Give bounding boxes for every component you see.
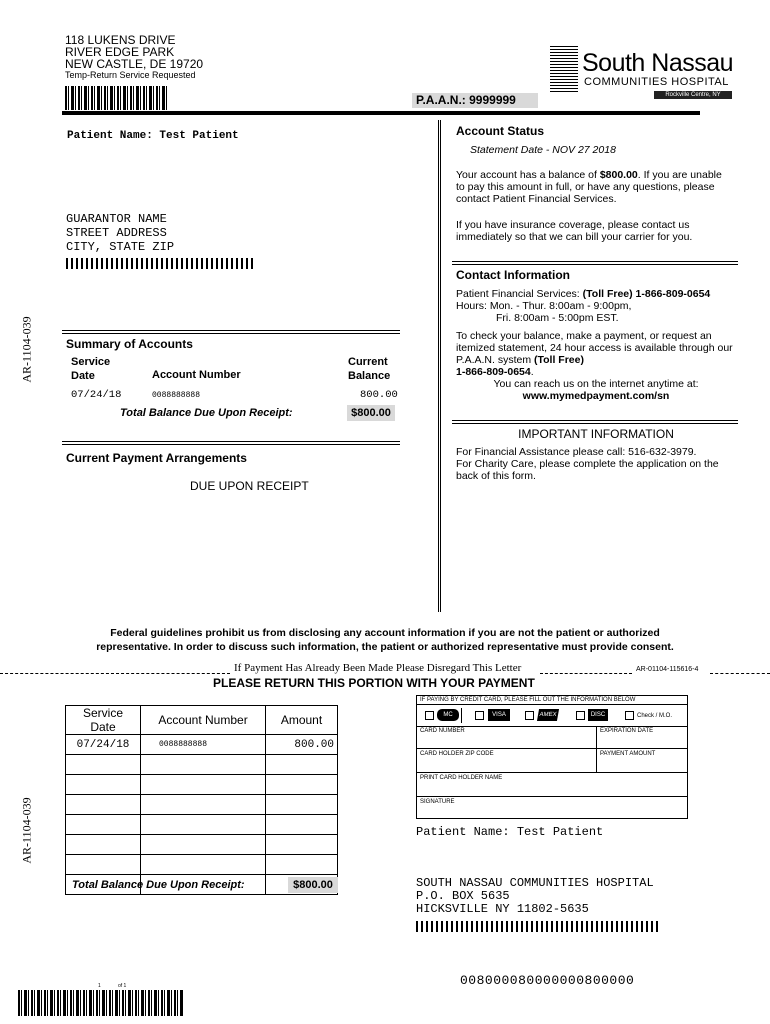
logo-emblem-icon	[550, 46, 578, 92]
logo-badge: Rockville Centre, NY	[654, 91, 732, 99]
payment-total-amount: $800.00	[288, 877, 338, 893]
remit-address	[416, 877, 654, 916]
remit-postnet-barcode	[416, 921, 658, 932]
cc-rule-4	[416, 772, 688, 773]
cc-rule-1	[416, 704, 688, 705]
cc-instruction: IF PAYING BY CREDIT CARD, PLEASE FILL OUT THE INFORMATION BELOW	[420, 697, 636, 703]
balance-amount: $800.00	[599, 169, 638, 181]
account-status-section	[456, 124, 746, 243]
page-number: 1	[98, 983, 101, 989]
cc-checkbox-discover[interactable]	[576, 711, 585, 720]
cc-expiration-label: EXPIRATION DATE	[600, 728, 654, 734]
arrangements-title: Current Payment Arrangements	[66, 451, 247, 465]
summary-col-service	[71, 355, 110, 383]
tear-line-mid	[540, 673, 632, 675]
remit-line3: HICKSVILLE NY 11802-5635	[416, 902, 589, 916]
summary-col-service-1: Service	[71, 356, 111, 368]
remit-line2: P.O. BOX 5635	[416, 889, 510, 903]
table-row[interactable]	[66, 795, 338, 815]
web-url[interactable]: www.mymedpayment.com/sn	[522, 390, 670, 402]
pfs-label: Patient Financial Services:	[456, 288, 583, 300]
guarantor-address	[66, 212, 174, 254]
remit-patient-name: Patient Name: Test Patient	[416, 825, 604, 839]
cc-zip-label: CARD HOLDER ZIP CODE	[420, 751, 494, 757]
cc-card-number-field[interactable]	[417, 734, 595, 748]
header-barcode	[65, 86, 167, 110]
return-portion-title: PLEASE RETURN THIS PORTION WITH YOUR PAYMENT	[213, 676, 535, 690]
return-address-line2: RIVER EDGE PARK	[65, 45, 175, 59]
summary-col-current-1: Current	[348, 356, 388, 368]
arrangements-rule	[62, 441, 400, 442]
hospital-logo	[548, 44, 736, 100]
payment-col-amount: Amount	[266, 706, 338, 735]
cc-checkbox-check[interactable]	[625, 711, 634, 720]
return-address-line3: NEW CASTLE, DE 19720	[65, 57, 204, 71]
web-text: You can reach us on the internet anytime at:	[493, 378, 699, 390]
hours-line2: Fri. 8:00am - 5:00pm EST.	[496, 312, 619, 324]
table-row[interactable]	[66, 755, 338, 775]
important-line2: For Charity Care, please complete the application on the back of this form.	[456, 458, 719, 482]
contact-rule-2	[452, 264, 738, 265]
discover-icon: DISC	[588, 709, 608, 721]
summary-row-account: 0088888888	[152, 391, 201, 400]
cc-sep-exp	[596, 726, 597, 748]
footer-barcode	[18, 990, 184, 1016]
contact-rule	[452, 261, 738, 262]
table-row[interactable]	[66, 835, 338, 855]
summary-col-account: Account Number	[152, 369, 241, 381]
table-row[interactable]	[66, 815, 338, 835]
guarantor-name: GUARANTOR NAME	[66, 212, 167, 226]
amex-icon: AMEX	[537, 709, 559, 721]
payment-total-label: Total Balance Due Upon Receipt:	[72, 879, 245, 891]
contact-title: Contact Information	[456, 268, 570, 282]
payment-col-account: Account Number	[141, 706, 266, 735]
logo-name: South Nassau	[582, 49, 734, 77]
visa-icon: VISA	[488, 709, 510, 721]
summary-rule-2	[62, 333, 400, 334]
remit-line1: SOUTH NASSAU COMMUNITIES HOSPITAL	[416, 876, 654, 890]
patient-name: Patient Name: Test Patient	[67, 130, 239, 142]
side-code-top: AR-1104-039	[19, 316, 34, 383]
payment-row-account: 0088888888	[141, 735, 266, 755]
summary-col-service-2: Date	[71, 370, 95, 382]
important-rule	[452, 420, 738, 421]
cc-signature-label: SIGNATURE	[420, 799, 455, 805]
scanline: 008000080000000800000	[460, 973, 635, 988]
disregard-notice: If Payment Has Already Been Made Please Disregard This Letter	[234, 662, 522, 674]
table-row[interactable]	[66, 855, 338, 875]
payment-table	[65, 705, 338, 895]
arrangements-value: DUE UPON RECEIPT	[190, 479, 309, 493]
cc-rule-5	[416, 796, 688, 797]
cc-payment-amount-label: PAYMENT AMOUNT	[600, 751, 656, 757]
contact-section	[456, 268, 746, 402]
payment-col-date: Service Date	[66, 706, 141, 735]
hours-line1: Hours: Mon. - Thur. 8:00am - 9:00pm,	[456, 300, 632, 312]
cc-print-name-label: PRINT CARD HOLDER NAME	[420, 775, 503, 781]
return-address	[65, 34, 203, 80]
payment-row-amount: 800.00	[266, 735, 338, 755]
pfs-phone: (Toll Free) 1-866-809-0654	[582, 288, 711, 300]
guarantor-postnet-barcode	[66, 258, 254, 269]
cc-checkbox-visa[interactable]	[475, 711, 484, 720]
payment-table-header	[66, 706, 338, 735]
summary-title: Summary of Accounts	[66, 337, 193, 351]
side-code-bottom: AR-1104-039	[19, 797, 34, 864]
federal-notice	[40, 626, 730, 654]
payment-row-date: 07/24/18	[66, 735, 141, 755]
summary-row-balance: 800.00	[360, 389, 398, 401]
insurance-paragraph: If you have insurance coverage, please contact us immediately so that we can bill your carrier for you.	[456, 219, 693, 243]
mastercard-icon: MC	[437, 709, 459, 721]
account-status-title: Account Status	[456, 124, 545, 138]
table-row[interactable]	[66, 775, 338, 795]
cc-checkbox-amex[interactable]	[525, 711, 534, 720]
important-rule-2	[452, 423, 738, 424]
summary-total-amount: $800.00	[347, 405, 395, 421]
balance-text-pre: Your account has a balance of	[456, 169, 600, 181]
check-text: To check your balance, make a payment, or request an itemized statement, 24 hour access is available through our P.A.A.N. system	[456, 330, 733, 366]
summary-total-label: Total Balance Due Upon Receipt:	[120, 407, 293, 419]
check-paragraph	[456, 330, 742, 378]
pfs-line	[456, 288, 746, 300]
federal-line2: representative. In order to discuss such information, the patient or authorized representative must provide consent.	[96, 641, 674, 653]
paan-box: P.A.A.N.: 9999999	[412, 93, 538, 108]
cc-rule-3	[416, 748, 688, 749]
important-title: IMPORTANT INFORMATION	[518, 427, 674, 441]
guarantor-street: STREET ADDRESS	[66, 226, 167, 240]
important-line1: For Financial Assistance please call: 516-632-3979.	[456, 446, 697, 458]
page-of: of 1	[118, 983, 127, 989]
table-row	[66, 735, 338, 755]
guarantor-city: CITY, STATE ZIP	[66, 240, 175, 254]
return-address-line1: 118 LUKENS DRIVE	[65, 33, 176, 47]
summary-col-current-2: Balance	[348, 370, 391, 382]
cc-card-number-label: CARD NUMBER	[420, 728, 465, 734]
summary-rule	[62, 330, 400, 331]
summary-row-date: 07/24/18	[71, 389, 122, 401]
tear-line-right	[710, 673, 770, 675]
cc-checkbox-mastercard[interactable]	[425, 711, 434, 720]
check-toll: (Toll Free)	[534, 354, 584, 366]
statement-date: Statement Date - NOV 27 2018	[470, 144, 616, 156]
check-end: .	[530, 366, 534, 378]
tear-line-left	[0, 673, 230, 675]
logo-subtitle: COMMUNITIES HOSPITAL	[584, 76, 729, 88]
important-section	[456, 427, 742, 482]
federal-line1: Federal guidelines prohibit us from disclosing any account information if you are not the patient or authorized	[110, 627, 660, 639]
cc-sep-amt	[596, 748, 597, 772]
summary-col-current	[348, 355, 390, 383]
column-divider	[438, 120, 441, 612]
balance-paragraph	[456, 169, 726, 205]
arrangements-rule-2	[62, 444, 400, 445]
check-phone: 1-866-809-0654	[456, 366, 531, 378]
header-rule	[62, 111, 700, 115]
balance-text-post: . If you are unable to pay this amount in full, or have any questions, please contact Patient Financial Services.	[456, 169, 722, 205]
check-mo-label: Check / M.O.	[637, 713, 673, 719]
return-service: Temp-Return Service Requested	[65, 70, 196, 80]
reference-code: AR-01104-115616-4	[636, 666, 699, 673]
cc-sep-1	[461, 708, 462, 723]
cc-rule-2	[416, 726, 688, 727]
